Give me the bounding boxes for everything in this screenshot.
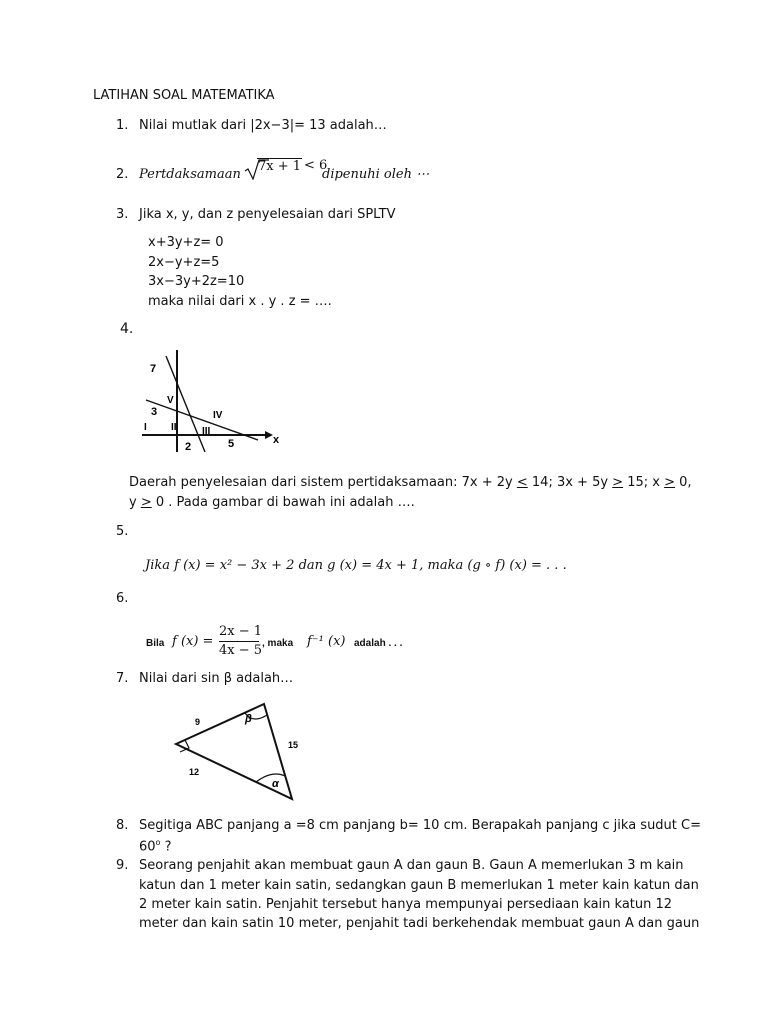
q4-text-c: 15; x [623,475,665,490]
q6-maka: , maka [262,638,294,649]
q6-fraction-bar [219,641,259,642]
q8-angle-value: 60 [139,839,156,855]
q4-text-line-2 [129,495,415,510]
tick-5: 5 [228,438,235,450]
q1-number: 1. [116,118,129,133]
q1-text: Nilai mutlak dari |2x−3|= 13 adalah… [139,118,387,133]
q4-ge-sign-3: > [140,495,152,510]
beta-label: β [245,713,252,725]
q4-text-a: Daerah penyelesaian dari sistem pertidaksamaan: 7x + 2y [129,475,517,490]
q8-line-1: Segitiga ABC panjang a =8 cm panjang b= 10 cm. Berapakah panjang c jika sudut C= [139,818,701,833]
q3-number: 3. [116,207,129,222]
q3-question: maka nilai dari x . y . z = …. [148,294,332,309]
q8-degree-sign: o [155,838,161,847]
q9-number: 9. [116,858,129,873]
q8-number: 8. [116,818,129,833]
alpha-arc [256,774,285,782]
q3-equation-3: 3x−3y+2z=10 [148,274,245,289]
q7-number: 7. [116,671,129,686]
q9-line-4: meter dan kain satin 10 meter, penjahit tadi berkehendak membuat gaun A dan gaun [139,916,700,931]
q3-equation-2: 2x−y+z=5 [148,255,220,270]
q2-radicand: 7x + 1 [258,159,302,174]
q7-text: Nilai dari sin β adalah… [139,671,294,686]
q4-ge-sign-1: > [612,475,624,490]
q6-fx: f (x) = [172,634,214,649]
q4-le-sign: < [516,475,528,490]
q6-fraction [219,624,263,659]
q6-number: 6. [116,591,129,606]
q6-bila: Bila [146,638,165,649]
q3-equation-1: x+3y+z= 0 [148,235,224,250]
q4-text-b: 14; 3x + 5y [527,475,613,490]
q2-inequality: < 6 [304,158,328,173]
q2-prefix: Pertdaksamaan [139,167,241,182]
tick-2: 2 [185,441,192,453]
q4-graph [140,348,290,458]
tick-7: 7 [150,363,157,375]
page-title: LATIHAN SOAL MATEMATIKA [93,88,275,103]
q6-finverse: f⁻¹ (x) [307,634,346,649]
region-I: I [144,422,147,433]
q8-line-2 [139,838,172,854]
q4-text-e: y [129,495,141,510]
region-V: V [167,395,174,406]
q4-text-f: 0 . Pada gambar di bawah ini adalah …. [151,495,415,510]
q7-triangle [168,698,308,804]
side-9-label: 9 [195,717,201,727]
q4-ge-sign-2: > [664,475,675,490]
tick-3: 3 [151,406,158,418]
side-15-label: 15 [288,740,299,750]
q6-denominator: 4x − 5 [219,643,263,658]
q3-text: Jika x, y, dan z penyelesaian dari SPLTV [139,207,396,222]
q6-numerator: 2x − 1 [219,624,263,639]
q9-line-3: 2 meter kain satin. Penjahit tersebut hanya mempunyai persediaan kain katun 12 [139,897,673,912]
region-III: III [202,426,211,437]
q4-text-line-1 [129,475,692,490]
side-12-label: 12 [189,767,200,777]
q8-question-mark: ? [160,839,172,855]
q9-line-1: Seorang penjahit akan membuat gaun A dan gaun B. Gaun A memerlukan 3 m kain [139,858,684,873]
region-II: II [171,422,177,433]
q2-suffix: dipenuhi oleh ⋯ [322,167,430,182]
x-axis-label: x [273,434,280,446]
q5-number: 5. [116,524,129,539]
q9-line-2: katun dan 1 meter kain satin, sedangkan gaun B memerlukan 1 meter kain katun dan [139,878,699,893]
q5-expression: Jika f (x) = x² − 3x + 2 dan g (x) = 4x + 1, maka (g ∘ f) (x) = . . . [145,558,567,573]
q6-adalah: adalah . . . [354,638,403,649]
q4-number: 4. [120,321,134,337]
region-IV: IV [213,410,223,421]
alpha-label: α [272,778,279,790]
x-axis-arrow [265,431,273,439]
q2-number: 2. [116,167,129,182]
q4-text-d: 0, [675,475,692,490]
